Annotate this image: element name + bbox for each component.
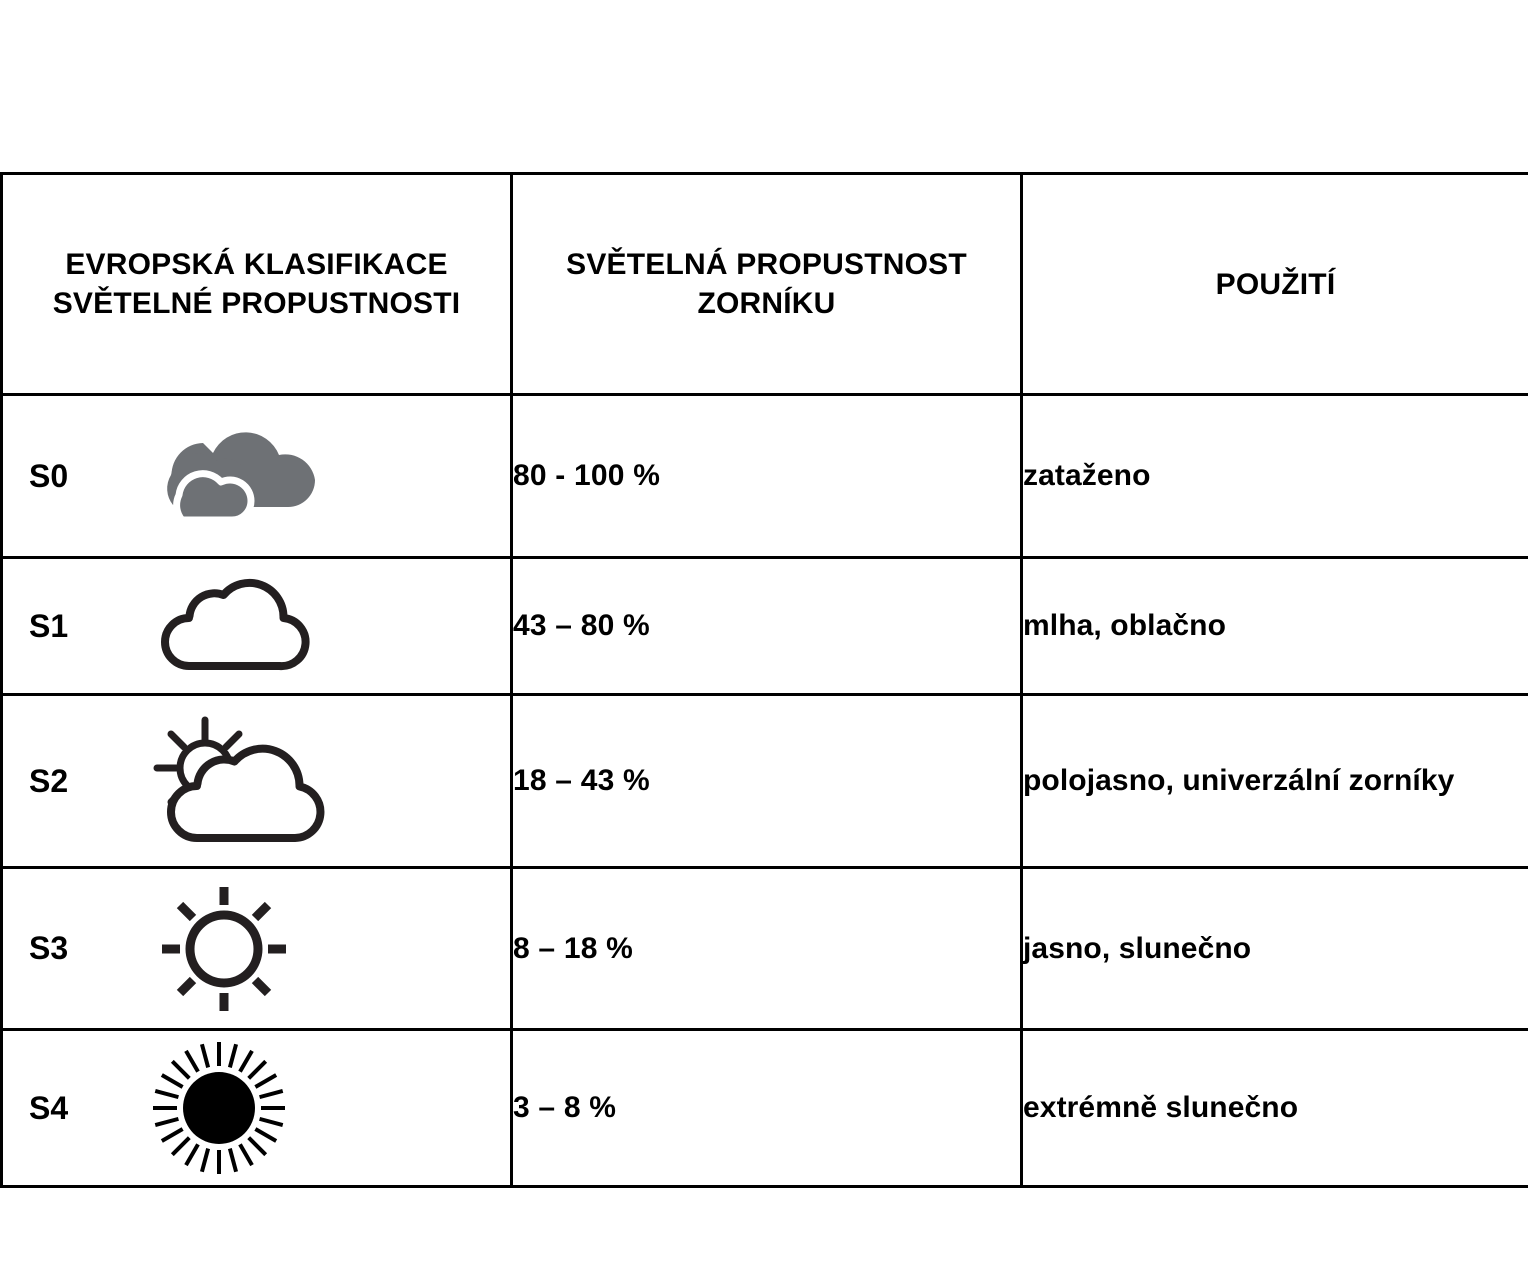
transmittance-value-s4: 3 – 8 %	[512, 1030, 1022, 1187]
usage-value-s3: jasno, slunečno	[1022, 868, 1528, 1030]
table-row	[2, 695, 1528, 868]
class-code-s4: S4	[29, 1089, 69, 1126]
class-cell-s3	[2, 868, 512, 1030]
class-cell-s1	[2, 558, 512, 695]
transmittance-value-s1: 43 – 80 %	[512, 558, 1022, 695]
class-code-s1: S1	[29, 607, 69, 644]
light-transmission-table	[0, 172, 1528, 1188]
clouds-overcast-filled-icon	[149, 417, 329, 535]
usage-value-s1: mlha, oblačno	[1022, 558, 1528, 695]
class-cell-s2	[2, 695, 512, 868]
usage-value-s4: extrémně slunečno	[1022, 1030, 1528, 1187]
usage-value-s2: polojasno, univerzální zorníky	[1022, 695, 1528, 868]
class-code-s2: S2	[29, 762, 69, 799]
usage-value-s0: zataženo	[1022, 395, 1528, 558]
class-code-s3: S3	[29, 930, 69, 966]
class-cell-s0	[2, 395, 512, 558]
header-usage	[1022, 174, 1528, 395]
header-transmittance	[512, 174, 1022, 395]
table-header-row	[2, 174, 1528, 395]
table-row	[2, 1030, 1528, 1187]
table-row	[2, 558, 1528, 695]
table-row	[2, 395, 1528, 558]
sun-behind-cloud-icon	[149, 710, 349, 852]
class-code-s0: S0	[29, 457, 69, 494]
class-cell-s4	[2, 1030, 512, 1187]
header-usage-label: POUŽITÍ	[1215, 267, 1336, 301]
header-classification-label: EVROPSKÁ KLASIFIKACE SVĚTELNÉ PROPUSTNOSTI	[52, 248, 461, 320]
sun-filled-rays-icon	[149, 1040, 289, 1176]
table-row	[2, 868, 1528, 1030]
header-transmittance-label: SVĚTELNÁ PROPUSTNOST ZORNÍKU	[566, 248, 967, 320]
header-classification	[2, 174, 512, 395]
sun-outline-icon	[149, 879, 299, 1019]
transmittance-value-s0: 80 - 100 %	[512, 395, 1022, 558]
transmittance-value-s3: 8 – 18 %	[512, 868, 1022, 1030]
transmittance-value-s2: 18 – 43 %	[512, 695, 1022, 868]
cloud-outline-icon	[149, 576, 319, 676]
